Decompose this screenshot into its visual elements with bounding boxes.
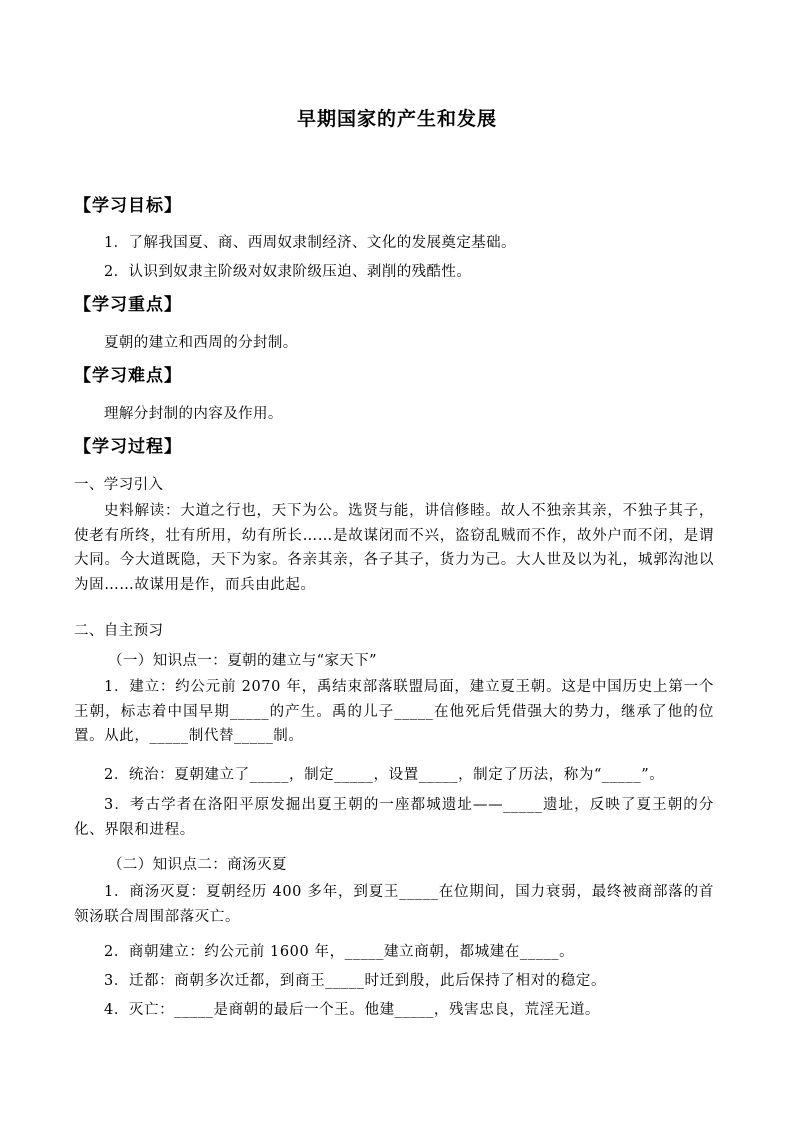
reading-paragraph: 史料解读：大道之行也，天下为公。选贤与能，讲信修睦。故人不独亲其亲，不独子其子，使老有所终，壮有所用，幼有所长……是故谋闭而不兴，盗窃乱贼而不作，故外户而不闭，是谓大同。今大道既隐，天下为家。各亲其亲，各子其子，货力为己。大人世及以为礼，城郭沟池以为固……故谋用是作，而兵由此起。 [74, 503, 714, 593]
knowledge1-item-3: 3．考古学者在洛阳平原发掘出夏王朝的一座都城遗址——_____遗址，反映了夏王朝的分化、界限和进程。 [74, 797, 714, 838]
objective-item-1: 1．了解我国夏、商、西周奴隶制经济、文化的发展奠定基础。 [104, 235, 516, 251]
key-points-text: 夏朝的建立和西周的分封制。 [104, 335, 298, 351]
knowledge1-heading: （一）知识点一：夏朝的建立与“家天下” [108, 653, 377, 669]
knowledge2-heading: （二）知识点二：商汤灭夏 [108, 857, 287, 873]
page-title: 早期国家的产生和发展 [296, 108, 497, 130]
process-heading: 【学习过程】 [74, 437, 182, 457]
objectives-heading: 【学习目标】 [74, 196, 182, 216]
objective-item-2: 2．认识到奴隶主阶级对奴隶阶级压迫、剥削的残酷性。 [104, 264, 472, 280]
difficulties-heading: 【学习难点】 [74, 366, 182, 386]
difficulties-text: 理解分封制的内容及作用。 [104, 406, 283, 422]
knowledge1-item-1: 1．建立：约公元前 2070 年，禹结束部落联盟局面，建立夏王朝。这是中国历史上第一个王朝，标志着中国早期_____的产生。禹的儿子_____在他死后凭借强大的势力，继承了他的位置。从此，_____制代替_____制。 [74, 679, 714, 744]
knowledge2-item-2: 2．商朝建立：约公元前 1600 年，_____建立商朝，都城建在_____。 [104, 944, 575, 960]
knowledge2-item-1: 1．商汤灭夏：夏朝经历 400 多年，到夏王_____在位期间，国力衰弱，最终被商部落的首领汤联合周围部落灭亡。 [74, 884, 714, 925]
knowledge2-item-4: 4．灭亡：_____是商朝的最后一个王。他建_____，残害忠良，荒淫无道。 [104, 1002, 601, 1018]
knowledge2-item-3: 3．迁都：商朝多次迁都，到商王_____时迁到殷，此后保持了相对的稳定。 [104, 973, 607, 989]
part2-heading: 二、自主预习 [74, 623, 164, 639]
part1-heading: 一、学习引入 [74, 477, 164, 493]
knowledge1-item-2: 2．统治：夏朝建立了_____，制定_____，设置_____，制定了历法，称为“_____”。 [104, 767, 665, 783]
key-points-heading: 【学习重点】 [74, 295, 182, 315]
